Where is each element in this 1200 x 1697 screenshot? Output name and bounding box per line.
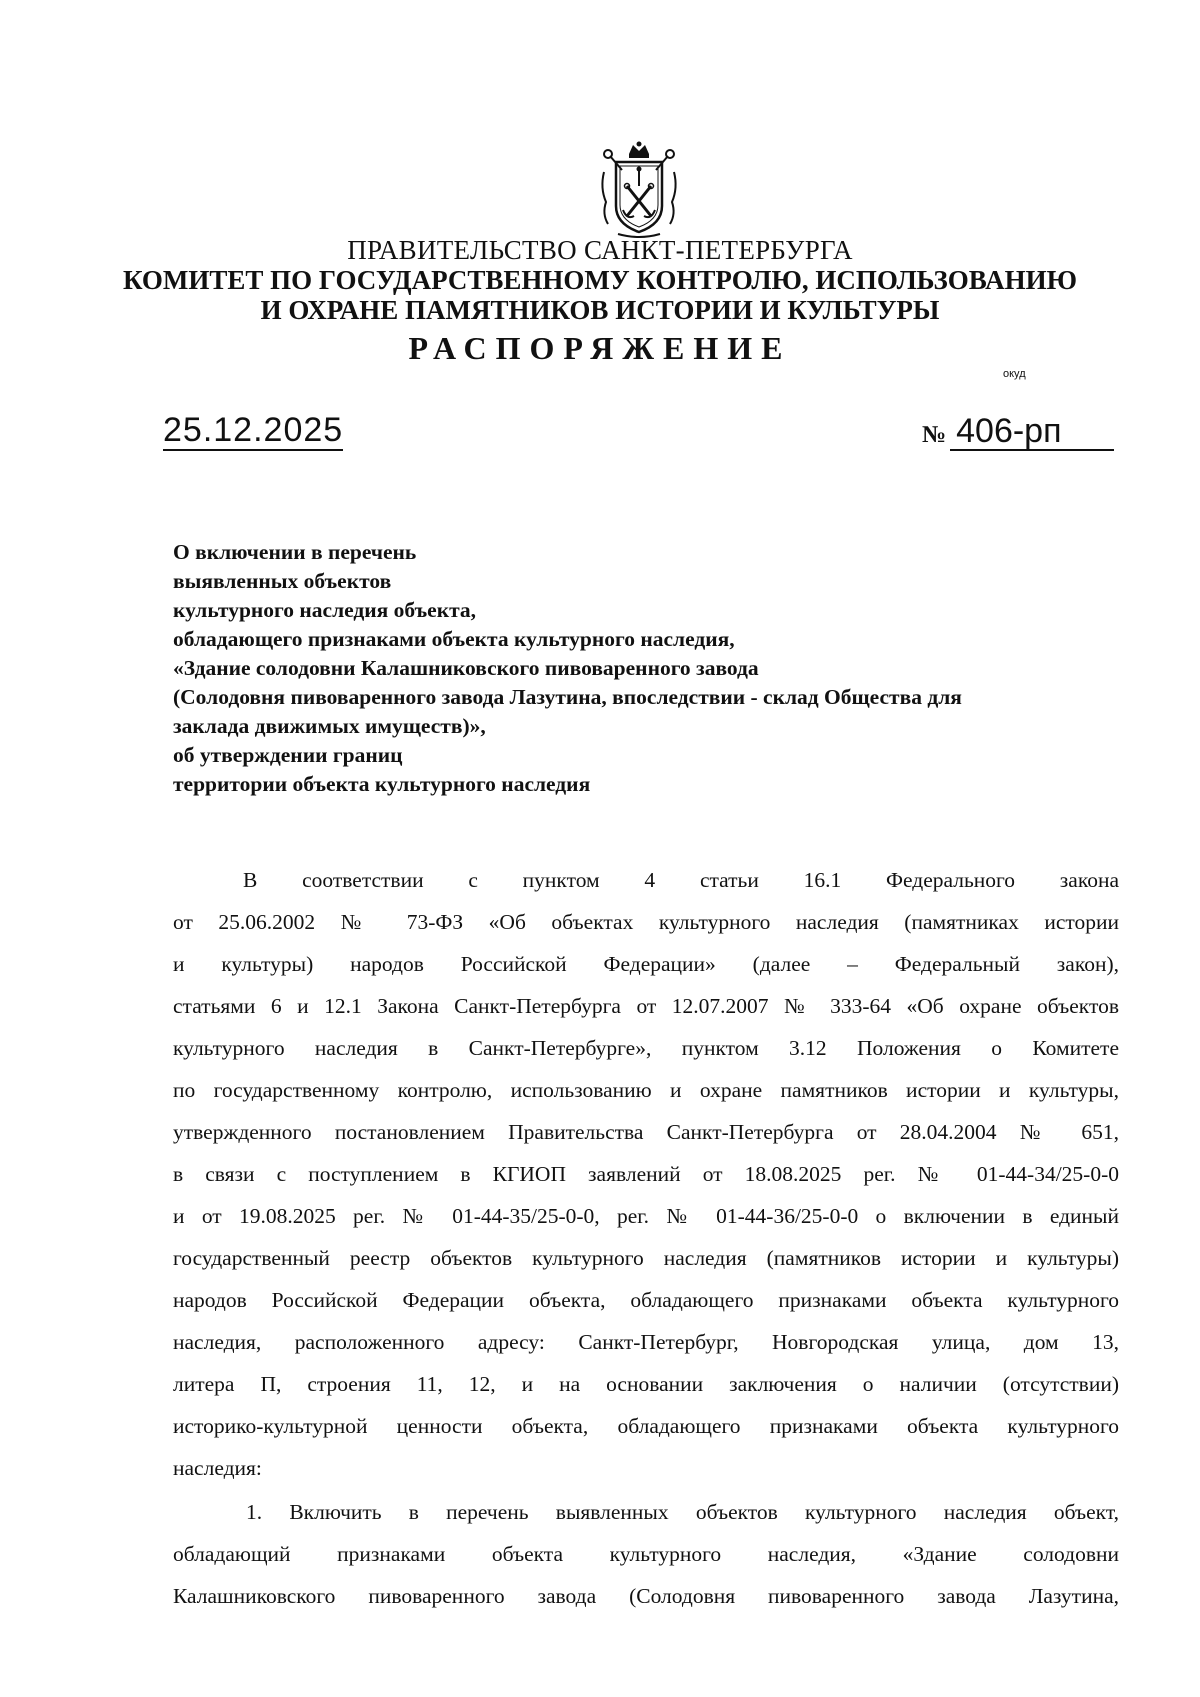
preamble-paragraph bbox=[173, 859, 1119, 1489]
number-sign: № bbox=[922, 422, 947, 448]
committee-title-line1: КОМИТЕТ ПО ГОСУДАРСТВЕННОМУ КОНТРОЛЮ, ИСПОЛЬЗОВАНИЮ bbox=[123, 265, 1077, 295]
body-line: от 25.06.2002 № 73-ФЗ «Об объектах культурного наследия (памятниках истории bbox=[173, 910, 1119, 934]
subject-line: культурного наследия объекта, bbox=[173, 598, 477, 622]
body-line: по государственному контролю, использованию и охране памятников истории и культуры, bbox=[173, 1078, 1119, 1102]
subject-line: выявленных объектов bbox=[173, 569, 392, 593]
subject-line: об утверждении границ bbox=[173, 743, 403, 767]
document-date: 25.12.2025 bbox=[163, 411, 344, 449]
body-line: 1. Включить в перечень выявленных объектов культурного наследия объект, bbox=[246, 1500, 1119, 1524]
st-petersburg-coat-of-arms-icon bbox=[598, 140, 680, 240]
order-item-1 bbox=[173, 1491, 1119, 1617]
body-line: Калашниковского пивоваренного завода (Солодовня пивоваренного завода Лазутина, bbox=[173, 1584, 1119, 1608]
body-line: народов Российской Федерации объекта, обладающего признаками объекта культурного bbox=[173, 1288, 1119, 1312]
document-number-block bbox=[922, 413, 1114, 451]
body-line: литера П, строения 11, 12, и на основании заключения о наличии (отсутствии) bbox=[173, 1372, 1119, 1396]
body-line: государственный реестр объектов культурного наследия (памятников истории и культуры) bbox=[173, 1246, 1119, 1270]
government-title: ПРАВИТЕЛЬСТВО САНКТ-ПЕТЕРБУРГА bbox=[347, 235, 853, 265]
body-line: статьями 6 и 12.1 Закона Санкт-Петербурга от 12.07.2007 № 333-64 «Об охране объектов bbox=[173, 994, 1119, 1018]
body-line: историко-культурной ценности объекта, обладающего признаками объекта культурного bbox=[173, 1414, 1119, 1438]
subject-line: О включении в перечень bbox=[173, 540, 417, 564]
body-line: и культуры) народов Российской Федерации» (далее – Федеральный закон), bbox=[173, 952, 1119, 976]
okud-label: окуд bbox=[1003, 368, 1026, 380]
document-number: 406-рп bbox=[950, 413, 1114, 451]
subject-line: обладающего признаками объекта культурного наследия, bbox=[173, 627, 735, 651]
body-line: и от 19.08.2025 рег. № 01-44-35/25-0-0, рег. № 01-44-36/25-0-0 о включении в единый bbox=[173, 1204, 1119, 1228]
body-line: культурного наследия в Санкт-Петербурге», пунктом 3.12 Положения о Комитете bbox=[173, 1036, 1119, 1060]
body-line: В соответствии с пунктом 4 статьи 16.1 Федерального закона bbox=[243, 868, 1119, 892]
subject-line: заклада движимых имуществ)», bbox=[173, 714, 486, 738]
committee-title-line2: И ОХРАНЕ ПАМЯТНИКОВ ИСТОРИИ И КУЛЬТУРЫ bbox=[260, 295, 940, 325]
subject-line: «Здание солодовни Калашниковского пивоваренного завода bbox=[173, 656, 759, 680]
document-subject bbox=[173, 538, 962, 799]
body-line: в связи с поступлением в КГИОП заявлений от 18.08.2025 рег. № 01-44-34/25-0-0 bbox=[173, 1162, 1119, 1186]
body-line: обладающий признаками объекта культурного наследия, «Здание солодовни bbox=[173, 1542, 1119, 1566]
document-type: РАСПОРЯЖЕНИЕ bbox=[408, 330, 792, 366]
body-line: наследия, расположенного адресу: Санкт-Петербург, Новгородская улица, дом 13, bbox=[173, 1330, 1119, 1354]
subject-line: (Солодовня пивоваренного завода Лазутина, впоследствии - склад Общества для bbox=[173, 685, 962, 709]
subject-line: территории объекта культурного наследия bbox=[173, 772, 591, 796]
body-line: утвержденного постановлением Правительства Санкт-Петербурга от 28.04.2004 № 651, bbox=[173, 1120, 1119, 1144]
body-line: наследия: bbox=[173, 1456, 262, 1480]
